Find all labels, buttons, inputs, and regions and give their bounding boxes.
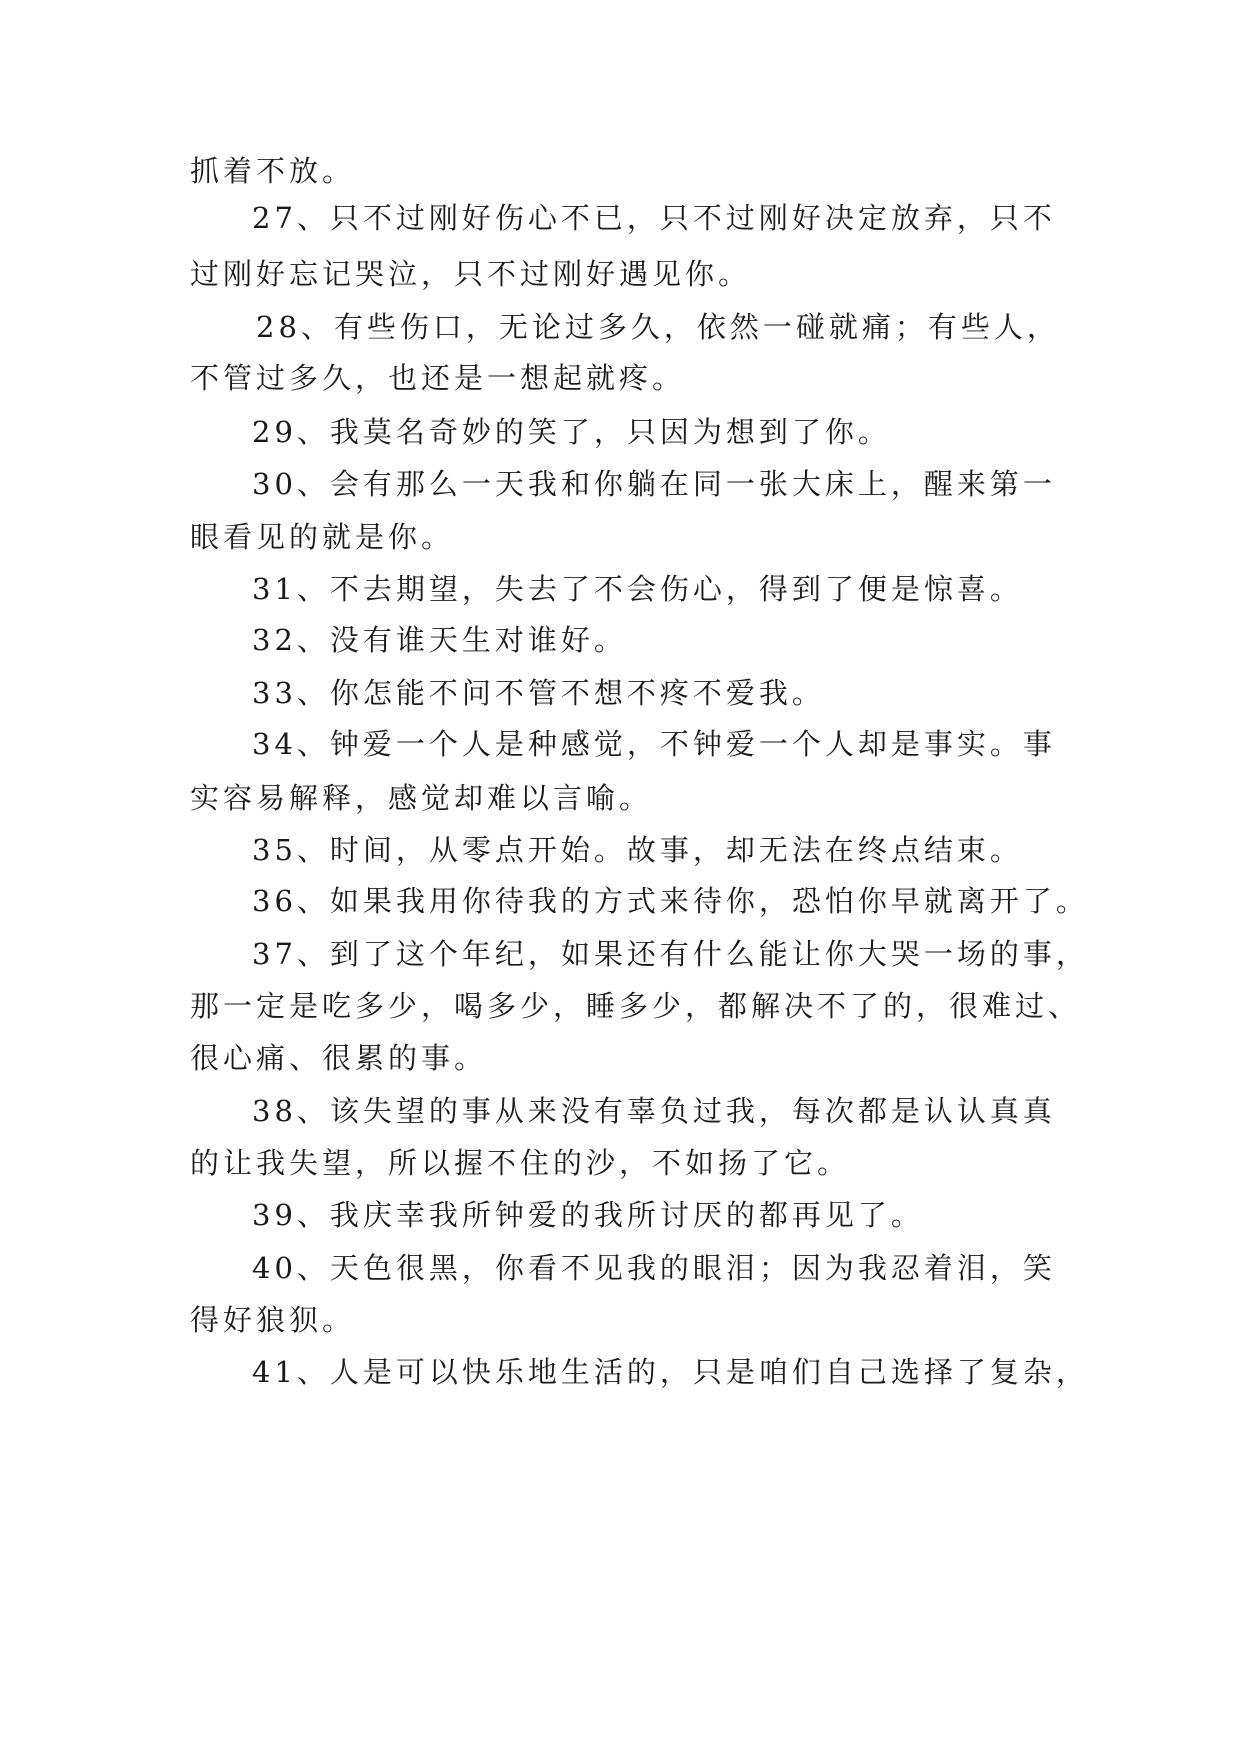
item-37-line-1: 37、到了这个年纪，如果还有什么能让你大哭一场的事，	[252, 937, 1089, 971]
item-38-line-1: 38、该失望的事从来没有辜负过我，每次都是认认真真	[252, 1094, 1056, 1128]
item-33-line-1: 33、你怎能不问不管不想不疼不爱我。	[252, 676, 825, 710]
item-41-line-1: 41、人是可以快乐地生活的，只是咱们自己选择了复杂，	[252, 1355, 1089, 1389]
item-40-line-1: 40、天色很黑，你看不见我的眼泪；因为我忍着泪，笑	[252, 1251, 1056, 1285]
item-31-line-1: 31、不去期望，失去了不会伤心，得到了便是惊喜。	[252, 572, 1023, 606]
item-30-line-2: 眼看见的就是你。	[190, 520, 455, 554]
item-35-line-1: 35、时间，从零点开始。故事，却无法在终点结束。	[252, 833, 1023, 867]
item-34-line-2: 实容易解释，感觉却难以言喻。	[190, 781, 653, 815]
item-30-line-1: 30、会有那么一天我和你躺在同一张大床上，醒来第一	[252, 467, 1056, 501]
item-34-line-1: 34、钟爱一个人是种感觉，不钟爱一个人却是事实。事	[252, 727, 1056, 761]
text-line: 抓着不放。	[190, 154, 356, 188]
item-27-line-2: 过刚好忘记哭泣，只不过刚好遇见你。	[190, 257, 752, 291]
item-28-line-1: 28、有些伤口，无论过多久，依然一碰就痛；有些人，	[256, 310, 1060, 344]
item-32-line-1: 32、没有谁天生对谁好。	[252, 623, 627, 657]
item-37-line-3: 很心痛、很累的事。	[190, 1041, 488, 1075]
item-29-line-1: 29、我莫名奇妙的笑了，只因为想到了你。	[252, 415, 891, 449]
item-40-line-2: 得好狼狈。	[190, 1303, 356, 1337]
item-37-line-2: 那一定是吃多少，喝多少，睡多少，都解决不了的，很难过、	[190, 989, 1082, 1023]
item-36-line-1: 36、如果我用你待我的方式来待你，恐怕你早就离开了。	[252, 884, 1089, 918]
item-39-line-1: 39、我庆幸我所钟爱的我所讨厌的都再见了。	[252, 1198, 924, 1232]
item-38-line-2: 的让我失望，所以握不住的沙，不如扬了它。	[190, 1146, 851, 1180]
item-28-line-2: 不管过多久，也还是一想起就疼。	[190, 361, 686, 395]
item-27-line-1: 27、只不过刚好伤心不已，只不过刚好决定放弃，只不	[252, 201, 1056, 235]
